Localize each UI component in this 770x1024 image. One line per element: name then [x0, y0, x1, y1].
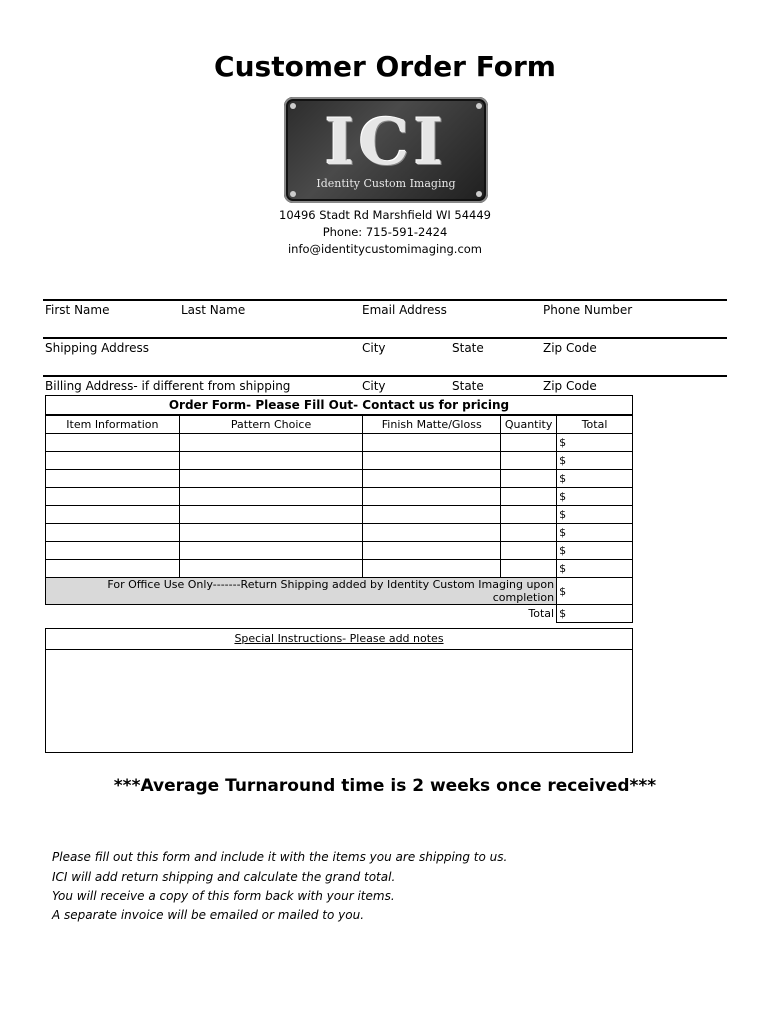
pattern-cell[interactable] [179, 434, 363, 452]
quantity-cell[interactable] [501, 506, 557, 524]
column-header: Finish Matte/Gloss [363, 416, 501, 434]
special-instructions-field[interactable] [46, 650, 632, 750]
order-row [46, 542, 633, 560]
finish-cell[interactable] [363, 506, 501, 524]
item-cell[interactable] [46, 560, 180, 578]
divider [43, 375, 727, 377]
logo-letters: ICI [324, 105, 448, 180]
company-phone: Phone: 715-591-2424 [322, 225, 448, 239]
instruction-line: A separate invoice will be emailed or mailed to you. [52, 908, 365, 922]
total-cell[interactable]: $ [557, 434, 633, 452]
company-logo [284, 97, 488, 203]
total-cell[interactable]: $ [557, 488, 633, 506]
finish-cell[interactable] [363, 470, 501, 488]
quantity-cell[interactable] [501, 560, 557, 578]
item-cell[interactable] [46, 470, 180, 488]
order-row [46, 470, 633, 488]
total-cell[interactable]: $ [557, 470, 633, 488]
special-instructions-label: Special Instructions- Please add notes [46, 629, 632, 650]
turnaround-notice: ***Average Turnaround time is 2 weeks once received*** [113, 776, 657, 796]
company-email: info@identitycustomimaging.com [287, 242, 483, 256]
finish-cell[interactable] [363, 452, 501, 470]
grand-total-row [46, 605, 633, 623]
grand-total-cell[interactable]: $ [557, 605, 633, 623]
office-use-row [46, 578, 633, 605]
finish-cell[interactable] [363, 542, 501, 560]
return-shipping-cell[interactable]: $ [557, 578, 633, 605]
special-instructions-box [45, 628, 633, 753]
pattern-cell[interactable] [179, 452, 363, 470]
logo-subtitle: Identity Custom Imaging [316, 177, 456, 190]
pattern-cell[interactable] [179, 560, 363, 578]
column-header: Item Information [46, 416, 180, 434]
item-cell[interactable] [46, 506, 180, 524]
shipping-state-label: State [452, 341, 484, 355]
pattern-cell[interactable] [179, 506, 363, 524]
total-cell[interactable]: $ [557, 452, 633, 470]
order-row [46, 560, 633, 578]
order-row [46, 434, 633, 452]
billing-address-label: Billing Address- if different from shipping [45, 379, 291, 393]
order-row [46, 506, 633, 524]
quantity-cell[interactable] [501, 488, 557, 506]
page-title: Customer Order Form [214, 50, 556, 83]
pattern-cell[interactable] [179, 470, 363, 488]
grand-total-label: Total [46, 605, 557, 623]
quantity-cell[interactable] [501, 524, 557, 542]
shipping-city-label: City [362, 341, 386, 355]
instruction-line: ICI will add return shipping and calculate the grand total. [52, 870, 396, 884]
divider [43, 337, 727, 339]
item-cell[interactable] [46, 452, 180, 470]
quantity-cell[interactable] [501, 434, 557, 452]
billing-zip-label: Zip Code [543, 379, 597, 393]
quantity-cell[interactable] [501, 452, 557, 470]
divider [43, 299, 727, 301]
pattern-cell[interactable] [179, 542, 363, 560]
total-cell[interactable]: $ [557, 524, 633, 542]
order-row [46, 524, 633, 542]
order-row [46, 452, 633, 470]
order-table [45, 396, 633, 623]
finish-cell[interactable] [363, 434, 501, 452]
item-cell[interactable] [46, 524, 180, 542]
billing-city-label: City [362, 379, 386, 393]
office-use-note: For Office Use Only-------Return Shipping added by Identity Custom Imaging upon completion [46, 578, 557, 605]
instruction-line: Please fill out this form and include it with the items you are shipping to us. [52, 850, 508, 864]
pattern-cell[interactable] [179, 488, 363, 506]
last-name-label: Last Name [181, 303, 246, 317]
item-cell[interactable] [46, 488, 180, 506]
pattern-cell[interactable] [179, 524, 363, 542]
item-cell[interactable] [46, 434, 180, 452]
first-name-label: First Name [45, 303, 110, 317]
column-header: Pattern Choice [179, 416, 363, 434]
quantity-cell[interactable] [501, 542, 557, 560]
order-form-caption: Order Form- Please Fill Out- Contact us for pricing [45, 395, 633, 415]
shipping-address-label: Shipping Address [45, 341, 149, 355]
total-cell[interactable]: $ [557, 560, 633, 578]
shipping-zip-label: Zip Code [543, 341, 597, 355]
order-table-header [46, 416, 633, 434]
column-header: Quantity [501, 416, 557, 434]
quantity-cell[interactable] [501, 470, 557, 488]
total-cell[interactable]: $ [557, 542, 633, 560]
column-header: Total [557, 416, 633, 434]
order-row [46, 488, 633, 506]
finish-cell[interactable] [363, 488, 501, 506]
item-cell[interactable] [46, 542, 180, 560]
finish-cell[interactable] [363, 560, 501, 578]
finish-cell[interactable] [363, 524, 501, 542]
instruction-line: You will receive a copy of this form back with your items. [52, 889, 395, 903]
company-address: 10496 Stadt Rd Marshfield WI 54449 [279, 208, 491, 222]
email-label: Email Address [362, 303, 447, 317]
phone-label: Phone Number [543, 303, 633, 317]
billing-state-label: State [452, 379, 484, 393]
total-cell[interactable]: $ [557, 506, 633, 524]
